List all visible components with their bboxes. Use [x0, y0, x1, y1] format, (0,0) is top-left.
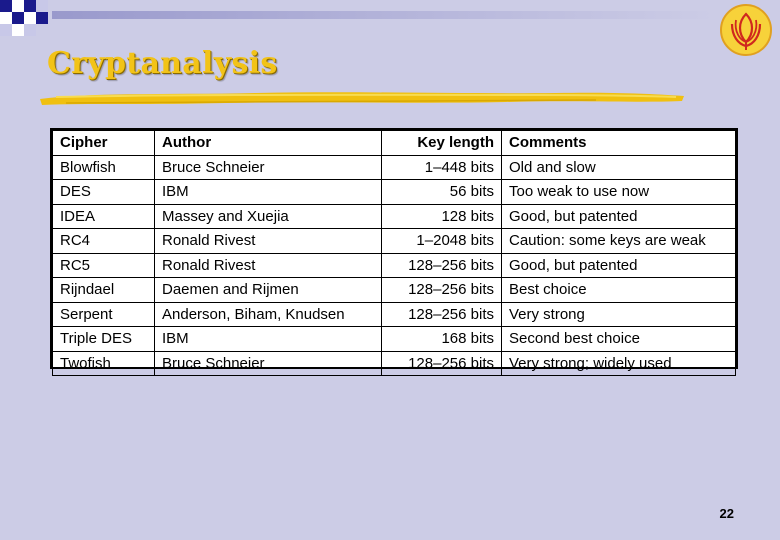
- checker-square: [36, 12, 48, 24]
- checker-square: [12, 12, 24, 24]
- slide-title: Cryptanalysis: [47, 46, 278, 81]
- cell-cipher: Triple DES: [53, 327, 155, 352]
- header-cipher: Cipher: [53, 131, 155, 156]
- checker-square: [36, 0, 48, 12]
- cell-cipher: RC4: [53, 229, 155, 254]
- cell-cipher: Serpent: [53, 302, 155, 327]
- cell-cipher: DES: [53, 180, 155, 205]
- cell-cipher: Blowfish: [53, 155, 155, 180]
- table-row: [53, 180, 736, 205]
- table-row: [53, 229, 736, 254]
- lotus-logo-icon: [718, 2, 774, 58]
- header-author: Author: [155, 131, 382, 156]
- cell-key-length: 168 bits: [382, 327, 502, 352]
- cell-key-length: 56 bits: [382, 180, 502, 205]
- table-row: [53, 327, 736, 352]
- cell-comments: Too weak to use now: [502, 180, 736, 205]
- cell-author: Ronald Rivest: [155, 229, 382, 254]
- header-key-length: Key length: [382, 131, 502, 156]
- cell-author: Daemen and Rijmen: [155, 278, 382, 303]
- cell-author: Ronald Rivest: [155, 253, 382, 278]
- table-row: [53, 253, 736, 278]
- cell-key-length: 1–2048 bits: [382, 229, 502, 254]
- cell-author: Bruce Schneier: [155, 155, 382, 180]
- cell-cipher: Twofish: [53, 351, 155, 376]
- cell-comments: Caution: some keys are weak: [502, 229, 736, 254]
- checker-square: [0, 12, 12, 24]
- cipher-table: [52, 130, 736, 376]
- decorative-checker-pattern: [0, 0, 780, 40]
- cell-key-length: 128–256 bits: [382, 253, 502, 278]
- page-number: 22: [719, 506, 734, 521]
- cell-author: Anderson, Biham, Knudsen: [155, 302, 382, 327]
- table-row: [53, 155, 736, 180]
- checker-square: [0, 0, 12, 12]
- cell-comments: Very strong; widely used: [502, 351, 736, 376]
- checker-square: [24, 12, 36, 24]
- cell-cipher: IDEA: [53, 204, 155, 229]
- cell-key-length: 1–448 bits: [382, 155, 502, 180]
- header-stripe: [52, 11, 716, 19]
- title-underline-brush: [36, 86, 688, 108]
- table-header-row: [53, 131, 736, 156]
- cell-cipher: RC5: [53, 253, 155, 278]
- cell-key-length: 128–256 bits: [382, 351, 502, 376]
- cipher-table-container: [50, 128, 738, 372]
- cell-comments: Second best choice: [502, 327, 736, 352]
- cell-key-length: 128–256 bits: [382, 278, 502, 303]
- cell-key-length: 128 bits: [382, 204, 502, 229]
- cell-cipher: Rijndael: [53, 278, 155, 303]
- cell-author: IBM: [155, 327, 382, 352]
- header-comments: Comments: [502, 131, 736, 156]
- cell-author: IBM: [155, 180, 382, 205]
- cell-comments: Best choice: [502, 278, 736, 303]
- cell-author: Bruce Schneier: [155, 351, 382, 376]
- checker-square: [24, 0, 36, 12]
- cell-comments: Good, but patented: [502, 253, 736, 278]
- cell-key-length: 128–256 bits: [382, 302, 502, 327]
- checker-square: [24, 24, 36, 36]
- checker-square: [12, 24, 24, 36]
- cell-comments: Very strong: [502, 302, 736, 327]
- cell-comments: Old and slow: [502, 155, 736, 180]
- table-row: [53, 351, 736, 376]
- cell-author: Massey and Xuejia: [155, 204, 382, 229]
- table-row: [53, 204, 736, 229]
- checker-square: [12, 0, 24, 12]
- checker-square: [0, 24, 12, 36]
- table-row: [53, 302, 736, 327]
- cell-comments: Good, but patented: [502, 204, 736, 229]
- table-row: [53, 278, 736, 303]
